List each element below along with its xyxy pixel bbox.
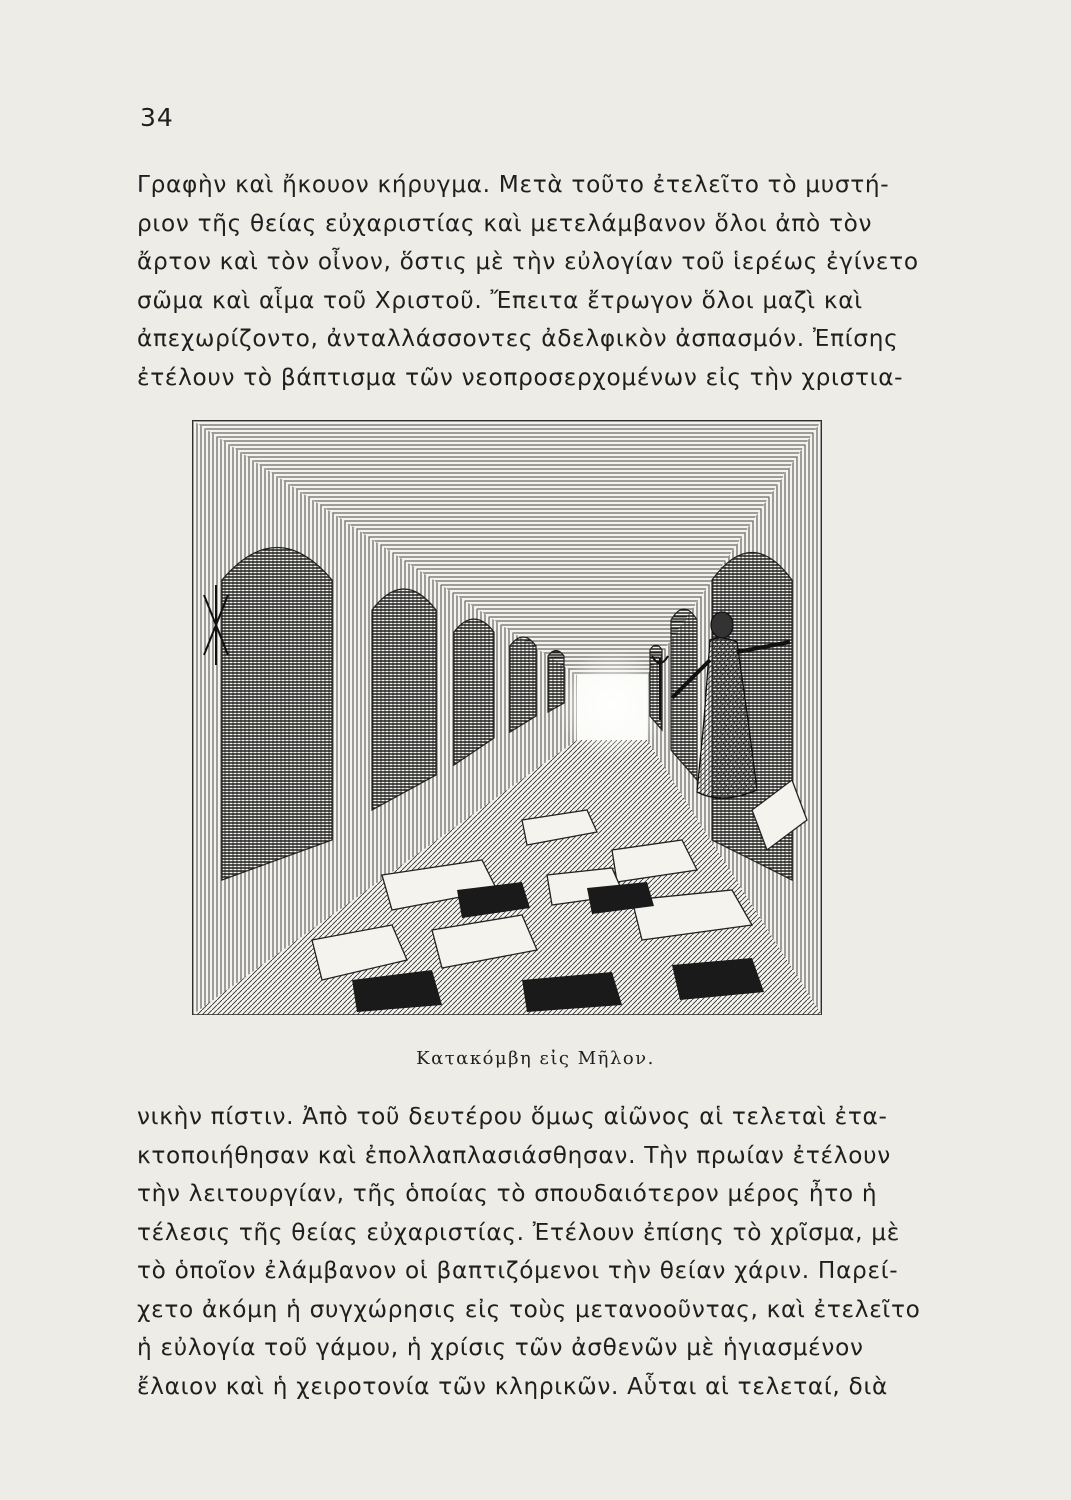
page-number: 34 [140, 103, 174, 132]
text-line: τὸ ὁποῖον ἐλάμβανον οἱ βαπτιζόμενοι τὴν θείαν χάριν. Παρεί- [137, 1257, 899, 1284]
text-line: χετο ἀκόμη ἡ συγχώρησις εἰς τοὺς μετανοοῦντας, καὶ ἐτελεῖτο [137, 1295, 921, 1323]
text-line: Γραφὴν καὶ ἤκουον κήρυγμα. Μετὰ τοῦτο ἐτελεῖτο τὸ μυστή- [137, 171, 890, 198]
text-line: ριον τῆς θείας εὐχαριστίας καὶ μετελάμβανον ὅλοι ἀπὸ τὸν [137, 209, 873, 237]
text-line: τέλεσις τῆς θείας εὐχαριστίας. Ἐτέλουν ἐπίσης τὸ χρῖσμα, μὲ [137, 1218, 900, 1246]
catacomb-illustration [192, 420, 822, 1015]
text-line: νικὴν πίστιν. Ἀπὸ τοῦ δευτέρου ὅμως αἰῶνος αἱ τελεταὶ ἐτα- [137, 1103, 888, 1130]
paragraph-bottom [137, 1098, 982, 1406]
text-line: ἄρτον καὶ τὸν οἶνον, ὅστις μὲ τὴν εὐλογίαν τοῦ ἱερέως ἐγίνετο [137, 248, 919, 275]
text-line: κτοποιήθησαν καὶ ἐπολλαπλασιάσθησαν. Τὴν πρωίαν ἐτέλουν [137, 1141, 891, 1169]
text-line: ἀπεχωρίζοντο, ἀνταλλάσσοντες ἀδελφικὸν ἀσπασμόν. Ἐπίσης [137, 325, 899, 352]
paragraph-top [137, 166, 982, 397]
figure-caption: Κατακόμβη εἰς Μῆλον. [416, 1048, 655, 1069]
text-line: σῶμα καὶ αἷμα τοῦ Χριστοῦ. Ἔπειτα ἔτρωγον ὅλοι μαζὶ καὶ [137, 286, 863, 314]
text-line: ἔλαιον καὶ ἡ χειροτονία τῶν κληρικῶν. Αὗται αἱ τελεταί, διὰ [137, 1372, 888, 1400]
text-line: ἐτέλουν τὸ βάπτισμα τῶν νεοπροσερχομένων εἰς τὴν χριστια- [137, 363, 904, 391]
text-line: ἡ εὐλογία τοῦ γάμου, ἡ χρίσις τῶν ἀσθενῶν μὲ ἡγιασμένον [137, 1334, 864, 1361]
text-line: τὴν λειτουργίαν, τῆς ὁποίας τὸ σπουδαιότερον μέρος ἦτο ἡ [137, 1180, 878, 1207]
